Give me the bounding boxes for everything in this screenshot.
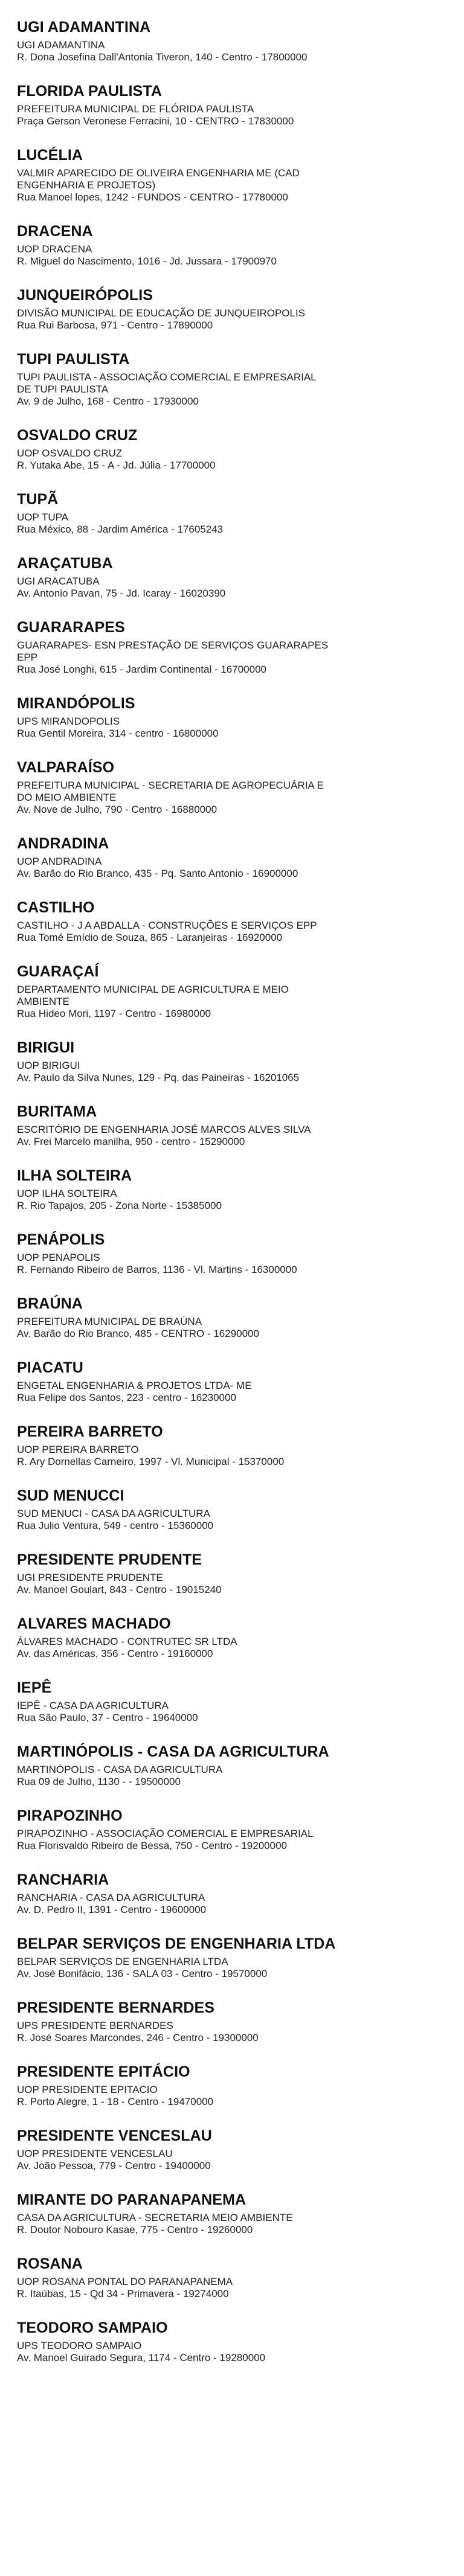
location-entry (17, 490, 447, 536)
office-name-line: UOP ANDRADINA (17, 856, 102, 867)
location-entry (17, 835, 447, 880)
address-line: Rua Julio Ventura, 549 - centro - 15360000 (17, 1520, 214, 1531)
address-line: R. Fernando Ribeiro de Barros, 1136 - Vl. Martins - 16300000 (17, 1264, 297, 1275)
address-line: R. Yutaka Abe, 15 - A - Jd. Júlia - 17700000 (17, 460, 216, 471)
office-name-line: BELPAR SERVIÇOS DE ENGENHARIA LTDA (17, 1956, 228, 1967)
location-entry (17, 694, 447, 740)
location-entry (17, 1359, 447, 1404)
office-name-line: GUARARAPES- ESN PRESTAÇÃO DE SERVIÇOS GUARARAPES EPP (17, 639, 329, 663)
office-name-line: UGI PRESIDENTE PRUDENTE (17, 1572, 163, 1583)
address-line: Av. Paulo da Silva Nunes, 129 - Pq. das Paineiras - 16201065 (17, 1072, 300, 1083)
city-heading: PRESIDENTE EPITÁCIO (17, 2063, 190, 2080)
city-heading: ALVARES MACHADO (17, 1615, 171, 1632)
city-heading: MIRANDÓPOLIS (17, 695, 135, 712)
address-line: Av. das Américas, 356 - Centro - 19160000 (17, 1648, 213, 1659)
city-heading: PENÁPOLIS (17, 1231, 105, 1248)
office-name-line: PREFEITURA MUNICIPAL DE FLÓRIDA PAULISTA (17, 103, 254, 115)
city-heading: PEREIRA BARRETO (17, 1423, 163, 1440)
location-entry (17, 1103, 447, 1148)
location-entry (17, 1487, 447, 1532)
address-line: Av. Manoel Guirado Segura, 1174 - Centro - 19280000 (17, 2352, 266, 2363)
office-name-line: PREFEITURA MUNICIPAL DE BRAÚNA (17, 1316, 202, 1327)
city-heading: RANCHARIA (17, 1871, 109, 1888)
city-heading: GUARARAPES (17, 619, 125, 636)
city-heading: PIRAPOZINHO (17, 1807, 123, 1824)
address-line: Av. Barão do Rio Branco, 485 - CENTRO - 16290000 (17, 1328, 259, 1339)
location-entry (17, 222, 447, 268)
office-name-line: UPS PRESIDENTE BERNARDES (17, 2020, 173, 2031)
office-name-line: ESCRITÓRIO DE ENGENHARIA JOSÉ MARCOS ALVES SILVA (17, 1124, 311, 1135)
location-entry (17, 618, 447, 676)
location-entry (17, 554, 447, 600)
location-entry (17, 899, 447, 944)
office-name-line: PIRAPOZINHO - ASSOCIAÇÃO COMERCIAL E EMPRESARIAL (17, 1828, 314, 1839)
address-line: Av. Manoel Goulart, 843 - Centro - 19015240 (17, 1584, 222, 1595)
city-heading: OSVALDO CRUZ (17, 427, 138, 444)
city-heading: TUPÃ (17, 491, 59, 508)
location-entry (17, 2127, 447, 2172)
office-name-line: UOP ILHA SOLTEIRA (17, 1188, 117, 1199)
location-entry (17, 1871, 447, 1916)
address-line: Praça Gerson Veronese Ferracini, 10 - CENTRO - 17830000 (17, 115, 294, 127)
city-heading: PRESIDENTE VENCESLAU (17, 2127, 212, 2144)
office-name-line: UPS MIRANDOPOLIS (17, 716, 120, 727)
location-entry (17, 146, 447, 203)
location-entry (17, 1167, 447, 1212)
address-line: Rua Florisvaldo Ribeiro de Bessa, 750 - Centro - 19200000 (17, 1840, 287, 1851)
city-heading: PIACATU (17, 1359, 83, 1376)
office-name-line: PREFEITURA MUNICIPAL - SECRETARIA DE AGROPECUÁRIA E DO MEIO AMBIENTE (17, 780, 324, 803)
address-line: Rua 09 de Julho, 1130 - - 19500000 (17, 1776, 181, 1787)
address-line: Av. Frei Marcelo manilha, 950 - centro - 15290000 (17, 1136, 245, 1147)
address-line: R. Miguel do Nascimento, 1016 - Jd. Jussara - 17900970 (17, 255, 277, 267)
address-line: Av. José Bonifácio, 136 - SALA 03 - Centro - 19570000 (17, 1968, 268, 1979)
location-entry (17, 1039, 447, 1084)
address-line: Rua Hideo Mori, 1197 - Centro - 16980000 (17, 1008, 211, 1019)
location-entry (17, 1231, 447, 1276)
city-heading: PRESIDENTE BERNARDES (17, 1999, 215, 2016)
location-entry (17, 82, 447, 127)
city-heading: IEPÊ (17, 1679, 52, 1696)
location-entry (17, 1935, 447, 1980)
location-entry (17, 1743, 447, 1788)
address-line: Rua José Longhi, 615 - Jardim Continental - 16700000 (17, 664, 266, 675)
address-line: R. José Soares Marcondes, 246 - Centro - 19300000 (17, 2032, 259, 2043)
office-name-line: UOP PENAPOLIS (17, 1252, 100, 1263)
city-heading: GUARAÇAÍ (17, 963, 99, 980)
address-line: R. Dona Josefina Dall'Antonia Tiveron, 140 - Centro - 17800000 (17, 51, 308, 63)
office-name-line: MARTINÓPOLIS - CASA DA AGRICULTURA (17, 1764, 223, 1775)
location-entry (17, 758, 447, 816)
address-line: Av. D. Pedro II, 1391 - Centro - 19600000 (17, 1904, 207, 1915)
city-heading: MIRANTE DO PARANAPANEMA (17, 2191, 246, 2208)
office-name-line: UPS TEODORO SAMPAIO (17, 2340, 142, 2351)
address-line: Rua Rui Barbosa, 971 - Centro - 17890000 (17, 319, 213, 331)
office-name-line: VALMIR APARECIDO DE OLIVEIRA ENGENHARIA ME (CAD ENGENHARIA E PROJETOS) (17, 167, 300, 191)
location-entry (17, 2255, 447, 2300)
office-name-line: RANCHARIA - CASA DA AGRICULTURA (17, 1892, 205, 1903)
city-heading: JUNQUEIRÓPOLIS (17, 287, 153, 304)
office-name-line: TUPI PAULISTA - ASSOCIAÇÃO COMERCIAL E EMPRESARIAL DE TUPI PAULISTA (17, 371, 317, 395)
office-name-line: UOP ROSANA PONTAL DO PARANAPANEMA (17, 2276, 233, 2287)
address-line: Rua São Paulo, 37 - Centro - 19640000 (17, 1712, 198, 1723)
office-name-line: UOP PEREIRA BARRETO (17, 1444, 139, 1455)
location-entry (17, 1295, 447, 1340)
office-name-line: ÁLVARES MACHADO - CONTRUTEC SR LTDA (17, 1636, 237, 1647)
address-line: Av. Nove de Julho, 790 - Centro - 16880000 (17, 804, 218, 815)
city-heading: BURITAMA (17, 1103, 97, 1120)
address-line: Rua Felipe dos Santos, 223 - centro - 16230000 (17, 1392, 236, 1403)
location-entry (17, 426, 447, 472)
location-entry (17, 2063, 447, 2108)
office-name-line: SUD MENUCI - CASA DA AGRICULTURA (17, 1508, 210, 1519)
city-heading: ROSANA (17, 2255, 83, 2272)
city-heading: BELPAR SERVIÇOS DE ENGENHARIA LTDA (17, 1935, 336, 1952)
address-line: Rua Manoel lopes, 1242 - FUNDOS - CENTRO - 17780000 (17, 191, 288, 203)
location-entry (17, 1679, 447, 1724)
office-name-line: UGI ARACATUBA (17, 575, 100, 587)
address-line: R. Rio Tapajos, 205 - Zona Norte - 15385000 (17, 1200, 222, 1211)
city-heading: FLORIDA PAULISTA (17, 83, 163, 100)
office-name-line: DEPARTAMENTO MUNICIPAL DE AGRICULTURA E MEIO AMBIENTE (17, 984, 289, 1007)
location-entry (17, 2319, 447, 2364)
address-line: Av. Antonio Pavan, 75 - Jd. Icaray - 16020390 (17, 588, 226, 599)
city-heading: TEODORO SAMPAIO (17, 2319, 168, 2336)
city-heading: BRAÚNA (17, 1295, 83, 1312)
office-name-line: CASTILHO - J A ABDALLA - CONSTRUÇÕES E SERVIÇOS EPP (17, 920, 317, 931)
city-heading: MARTINÓPOLIS - CASA DA AGRICULTURA (17, 1743, 329, 1760)
city-heading: BIRIGUI (17, 1039, 75, 1056)
location-entry (17, 1615, 447, 1660)
office-name-line: CASA DA AGRICULTURA - SECRETARIA MEIO AMBIENTE (17, 2212, 293, 2223)
address-line: R. Porto Alegre, 1 - 18 - Centro - 19470000 (17, 2096, 214, 2107)
address-line: R. Itaúbas, 15 - Qd 34 - Primavera - 19274000 (17, 2288, 229, 2299)
city-heading: DRACENA (17, 223, 93, 240)
city-heading: CASTILHO (17, 899, 95, 916)
city-heading: UGI ADAMANTINA (17, 19, 151, 36)
office-name-line: UOP DRACENA (17, 243, 92, 255)
location-entry (17, 963, 447, 1020)
location-entry (17, 18, 447, 63)
address-line: Av. Barão do Rio Branco, 435 - Pq. Santo Antonio - 16900000 (17, 868, 298, 879)
office-name-line: UOP TUPA (17, 511, 69, 523)
city-heading: ANDRADINA (17, 835, 109, 852)
office-name-line: UOP PRESIDENTE VENCESLAU (17, 2148, 173, 2159)
city-heading: VALPARAÍSO (17, 759, 115, 776)
city-heading: TUPI PAULISTA (17, 351, 130, 368)
location-entry (17, 1423, 447, 1468)
address-line: Rua Tomé Emídio de Souza, 865 - Laranjeiras - 16920000 (17, 932, 283, 943)
office-name-line: UGI ADAMANTINA (17, 39, 105, 51)
office-name-line: UOP OSVALDO CRUZ (17, 447, 123, 459)
city-heading: ILHA SOLTEIRA (17, 1167, 132, 1184)
location-entry (17, 2191, 447, 2236)
location-entry (17, 1999, 447, 2044)
office-name-line: DIVISÃO MUNICIPAL DE EDUCAÇÃO DE JUNQUEIROPOLIS (17, 307, 306, 319)
office-name-line: UOP PRESIDENTE EPITACIO (17, 2084, 158, 2095)
address-line: Rua México, 88 - Jardim América - 17605243 (17, 524, 224, 535)
address-line: R. Ary Dornellas Carneiro, 1997 - Vl. Municipal - 15370000 (17, 1456, 285, 1467)
office-name-line: ENGETAL ENGENHARIA & PROJETOS LTDA- ME (17, 1380, 252, 1391)
office-name-line: IEPÊ - CASA DA AGRICULTURA (17, 1700, 169, 1711)
address-line: Av. João Pessoa, 779 - Centro - 19400000 (17, 2160, 211, 2171)
location-entry (17, 350, 447, 408)
office-name-line: UOP BIRIGUI (17, 1060, 80, 1071)
city-heading: PRESIDENTE PRUDENTE (17, 1551, 202, 1568)
address-line: Rua Gentil Moreira, 314 - centro - 16800000 (17, 728, 219, 739)
city-heading: ARAÇATUBA (17, 555, 113, 572)
address-line: Av. 9 de Julho, 168 - Centro - 17930000 (17, 396, 199, 407)
location-entry (17, 286, 447, 332)
location-entry (17, 1807, 447, 1852)
address-line: R. Doutor Nobouro Kasae, 775 - Centro - 19260000 (17, 2224, 253, 2235)
location-entry (17, 1551, 447, 1596)
city-heading: SUD MENUCCI (17, 1487, 124, 1504)
city-heading: LUCÉLIA (17, 147, 83, 164)
